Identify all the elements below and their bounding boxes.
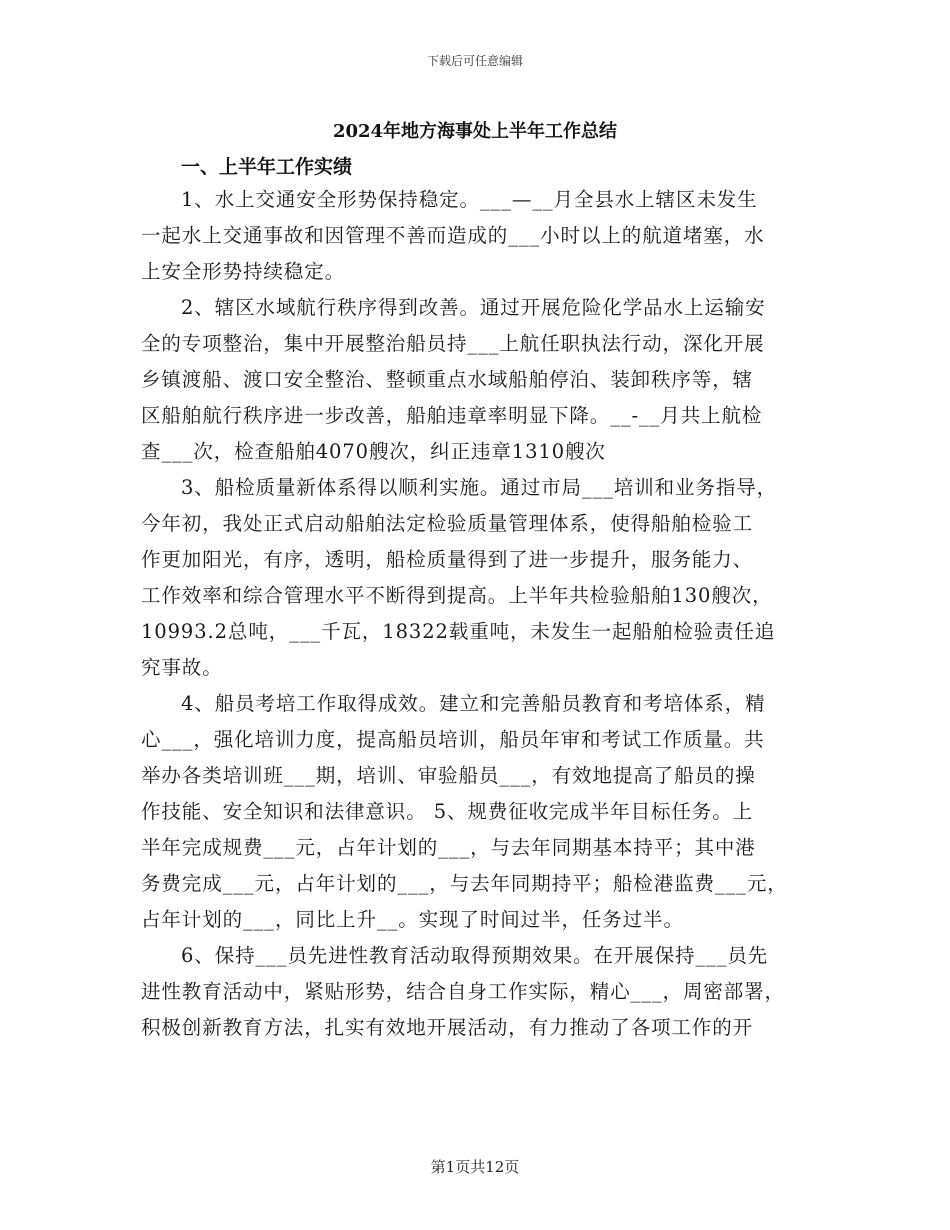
body-line: 作技能、安全知识和法律意识。 5、规费征收完成半年目标任务。上 xyxy=(141,800,754,823)
body-line: 半年完成规费___元，占年计划的___，与去年同期基本持平；其中港 xyxy=(141,836,756,859)
body-line: 查___次，检查船舶4070艘次，纠正违章1310艘次 xyxy=(141,440,606,463)
body-line: 4、船员考培工作取得成效。建立和完善船员教育和考培体系，精 xyxy=(181,692,766,715)
page-header-note: 下载后可任意编辑 xyxy=(426,54,523,68)
body-line: 10993.2总吨，___千瓦，18322载重吨，未发生一起船舶检验责任追 xyxy=(141,620,776,643)
body-line: 今年初，我处正式启动船舶法定检验质量管理体系，使得船舶检验工 xyxy=(141,512,754,535)
document-body xyxy=(141,182,816,1046)
body-line: 究事故。 xyxy=(141,656,223,679)
body-line: 区船舶航行秩序进一步改善，船舶违章率明显下降。__-__月共上航检 xyxy=(141,404,763,427)
body-line: 6、保持___员先进性教育活动取得预期效果。在开展保持___员先 xyxy=(181,944,769,967)
body-line: 工作效率和综合管理水平不断得到提高。上半年共检验船舶130艘次， xyxy=(141,584,773,607)
body-line: 务费完成___元，占年计划的___，与去年同期持平；船检港监费___元， xyxy=(141,872,788,895)
body-line: 全的专项整治，集中开展整治船员持___上航任职执法行动，深化开展 xyxy=(141,332,765,355)
body-line: 举办各类培训班___期，培训、审验船员___，有效地提高了船员的操 xyxy=(141,764,756,787)
body-line: 占年计划的___，同比上升__。实现了时间过半，任务过半。 xyxy=(141,908,684,931)
body-line: 作更加阳光，有序，透明，船检质量得到了进一步提升，服务能力、 xyxy=(141,548,754,571)
document-title: 2024年地方海事处上半年工作总结 xyxy=(332,121,618,142)
page-footer: 第1页共12页 xyxy=(430,1158,520,1176)
body-line: 上安全形势持续稳定。 xyxy=(141,260,346,283)
body-line: 2、辖区水域航行秩序得到改善。通过开展危险化学品水上运输安 xyxy=(181,296,766,319)
body-line: 3、船检质量新体系得以顺利实施。通过市局___培训和业务指导， xyxy=(181,476,778,499)
body-line: 一起水上交通事故和因管理不善而造成的___小时以上的航道堵塞，水 xyxy=(141,224,765,247)
body-line: 进性教育活动中，紧贴形势，结合自身工作实际，精心___，周密部署， xyxy=(141,980,785,1003)
body-line: 1、水上交通安全形势保持稳定。___—__月全县水上辖区未发生 xyxy=(181,188,758,211)
section-heading: 一、上半年工作实绩 xyxy=(181,156,353,178)
body-line: 心___，强化培训力度，提高船员培训，船员年审和考试工作质量。共 xyxy=(141,728,765,751)
body-line: 乡镇渡船、渡口安全整治、整顿重点水域船舶停泊、装卸秩序等，辖 xyxy=(141,368,754,391)
body-line: 积极创新教育方法，扎实有效地开展活动，有力推动了各项工作的开 xyxy=(141,1016,754,1039)
